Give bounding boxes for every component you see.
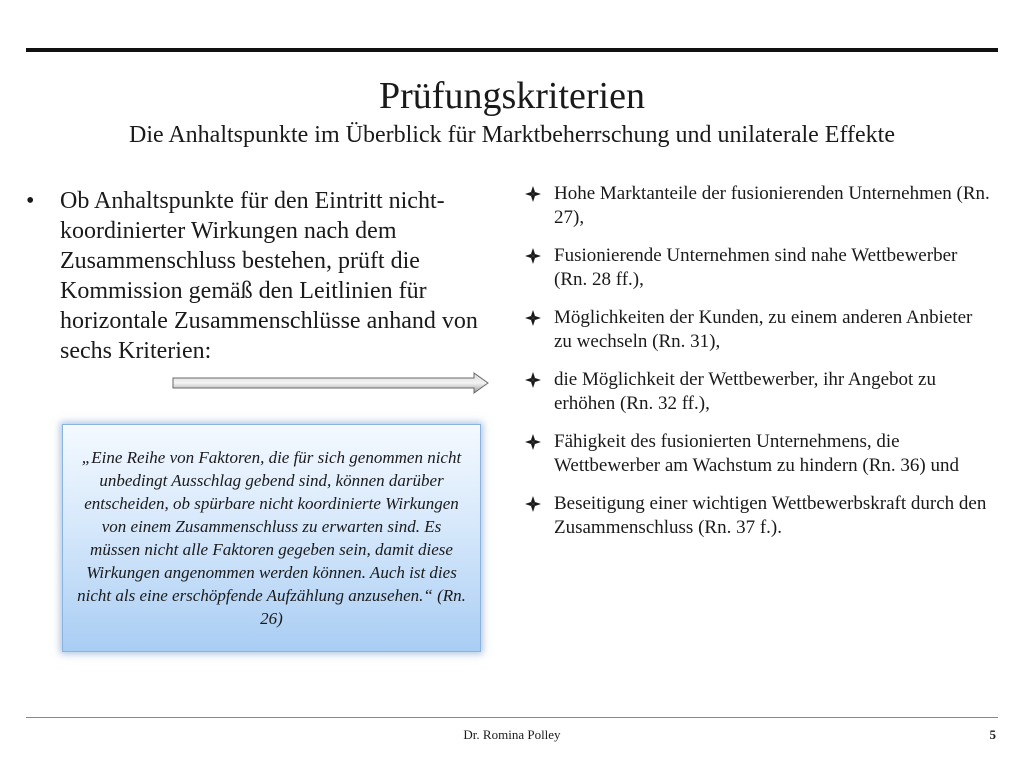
footer-author: Dr. Romina Polley bbox=[463, 727, 561, 742]
bullet-icon: • bbox=[26, 188, 35, 214]
criteria-item bbox=[520, 430, 990, 478]
diamond-bullet-icon bbox=[524, 371, 542, 389]
diamond-bullet-icon bbox=[524, 495, 542, 513]
criteria-item bbox=[520, 492, 990, 540]
right-arrow-icon bbox=[172, 372, 490, 394]
criteria-text: Fähigkeit des fusionierten Unternehmens, die Wettbewerber am Wachstum zu hindern (Rn. 36) und bbox=[554, 431, 959, 476]
criteria-list bbox=[520, 182, 990, 554]
footer-rule bbox=[26, 717, 998, 718]
criteria-item bbox=[520, 368, 990, 416]
criteria-item bbox=[520, 182, 990, 230]
slide-title: Prüfungskriterien bbox=[379, 75, 645, 117]
quote-box bbox=[62, 424, 481, 652]
criteria-text: Möglichkeiten der Kunden, zu einem anderen Anbieter zu wechseln (Rn. 31), bbox=[554, 307, 973, 352]
criteria-text: Beseitigung einer wichtigen Wettbewerbskraft durch den Zusammenschluss (Rn. 37 f.). bbox=[554, 493, 987, 538]
criteria-item bbox=[520, 306, 990, 354]
slide-subtitle: Die Anhaltspunkte im Überblick für Marktbeherrschung und unilaterale Effekte bbox=[129, 122, 895, 148]
diamond-bullet-icon bbox=[524, 247, 542, 265]
diamond-bullet-icon bbox=[524, 433, 542, 451]
top-rule bbox=[26, 48, 998, 52]
criteria-text: Fusionierende Unternehmen sind nahe Wettbewerber (Rn. 28 ff.), bbox=[554, 245, 958, 290]
criteria-text: die Möglichkeit der Wettbewerber, ihr Angebot zu erhöhen (Rn. 32 ff.), bbox=[554, 369, 936, 414]
intro-text: Ob Anhaltspunkte für den Eintritt nicht-koordinierter Wirkungen nach dem Zusammenschluss bestehen, prüft die Kommission gemäß den Leitlinien für horizontale Zusammenschlüsse anhand von sechs Kriterien: bbox=[60, 188, 478, 364]
intro-bullet bbox=[26, 186, 486, 366]
criteria-text: Hohe Marktanteile der fusionierenden Unternehmen (Rn. 27), bbox=[554, 183, 990, 228]
page-number: 5 bbox=[989, 727, 996, 742]
criteria-item bbox=[520, 244, 990, 292]
diamond-bullet-icon bbox=[524, 185, 542, 203]
quote-text: „Eine Reihe von Faktoren, die für sich genommen nicht unbedingt Ausschlag gebend sind, können darüber entscheiden, ob spürbare nicht koordinierte Wirkungen von einem Zusammenschluss zu erwarten sind. Es müssen nicht alle Faktoren gegeben sein, damit diese Wirkungen angenommen werden können. Auch ist dies nicht als eine erschöpfende Aufzählung anzusehen.“ (Rn. 26) bbox=[77, 448, 466, 628]
diamond-bullet-icon bbox=[524, 309, 542, 327]
